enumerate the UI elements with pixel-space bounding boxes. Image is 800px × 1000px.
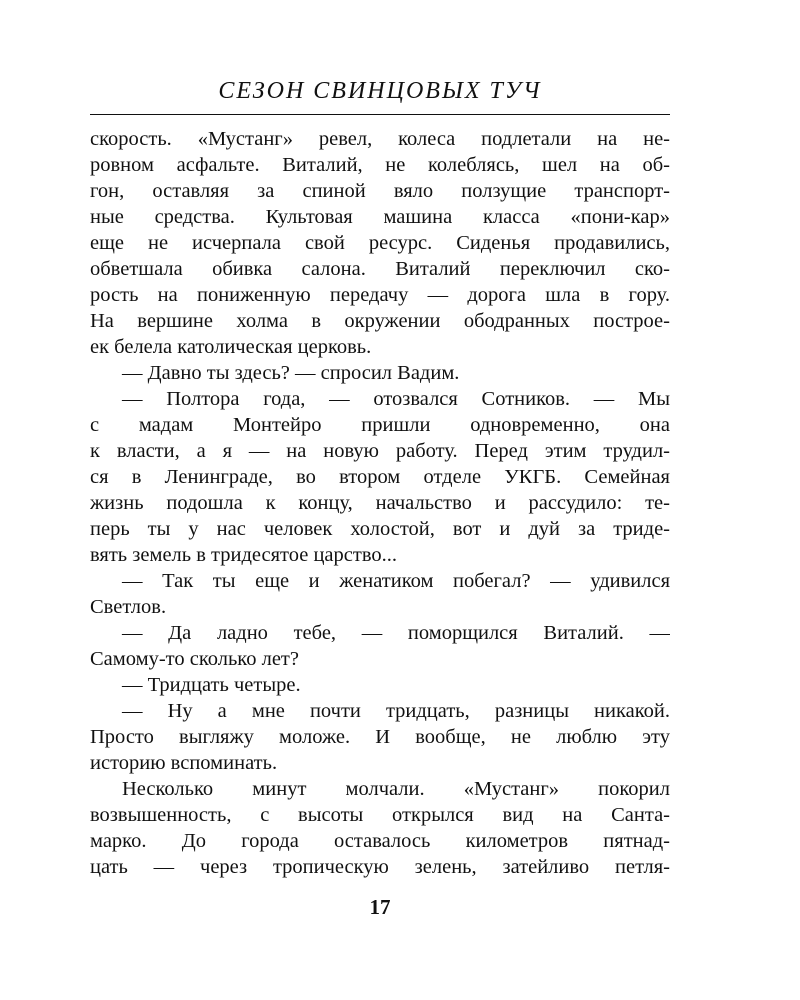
text-line: к власти, а я — на новую работу. Перед этим трудил- xyxy=(90,440,670,462)
page-number: 17 xyxy=(369,895,391,919)
text-line: Несколько минут молчали. «Мустанг» покорил xyxy=(122,778,670,800)
paragraph xyxy=(90,360,670,386)
text-line: жизнь подошла к концу, начальство и рассудило: те- xyxy=(90,492,670,514)
text-line: Просто выгляжу моложе. И вообще, не люблю эту xyxy=(90,726,670,748)
text-line: обветшала обивка салона. Виталий переключил ско- xyxy=(90,258,670,280)
text-line: еще не исчерпала свой ресурс. Сиденья продавились, xyxy=(90,232,670,254)
paragraph xyxy=(90,568,670,620)
text-line: цать — через тропическую зелень, затейливо петля- xyxy=(90,856,670,878)
paragraph xyxy=(90,672,670,698)
paragraph xyxy=(90,126,670,360)
text-line: — Тридцать четыре. xyxy=(122,674,301,696)
text-line: ные средства. Культовая машина класса «пони-кар» xyxy=(90,206,670,228)
text-line: с мадам Монтейро пришли одновременно, она xyxy=(90,414,670,436)
running-head: СЕЗОН СВИНЦОВЫХ ТУЧ xyxy=(218,78,542,104)
text-line: — Да ладно тебе, — поморщился Виталий. — xyxy=(122,622,670,644)
text-line: вять земель в тридесятое царство... xyxy=(90,544,397,566)
text-line: ся в Ленинграде, во втором отделе УКГБ. Семейная xyxy=(90,466,670,488)
text-line: возвышенность, с высоты открылся вид на Санта- xyxy=(90,804,670,826)
body-text xyxy=(90,126,670,880)
text-line: На вершине холма в окружении ободранных построе- xyxy=(90,310,670,332)
text-line: Самому-то сколько лет? xyxy=(90,648,299,670)
text-line: Светлов. xyxy=(90,596,167,618)
text-line: — Ну а мне почти тридцать, разницы никакой. xyxy=(122,700,670,722)
paragraph xyxy=(90,776,670,880)
text-line: перь ты у нас человек холостой, вот и дуй за триде- xyxy=(90,518,670,540)
text-line: — Полтора года, — отозвался Сотников. — Мы xyxy=(122,388,670,410)
header-rule xyxy=(90,114,670,115)
text-line: — Давно ты здесь? — спросил Вадим. xyxy=(122,362,460,384)
text-line: ек белела католическая церковь. xyxy=(90,336,372,358)
paragraph xyxy=(90,620,670,672)
text-line: — Так ты еще и женатиком побегал? — удивился xyxy=(122,570,670,592)
text-line: историю вспоминать. xyxy=(90,752,278,774)
text-line: скорость. «Мустанг» ревел, колеса подлетали на не- xyxy=(90,128,670,150)
text-line: ровном асфальте. Виталий, не колеблясь, шел на об- xyxy=(90,154,670,176)
text-line: гон, оставляя за спиной вяло ползущие транспорт- xyxy=(90,180,670,202)
paragraph xyxy=(90,698,670,776)
paragraph xyxy=(90,386,670,568)
text-line: рость на пониженную передачу — дорога шла в гору. xyxy=(90,284,670,306)
text-line: марко. До города оставалось километров пятнад- xyxy=(90,830,670,852)
